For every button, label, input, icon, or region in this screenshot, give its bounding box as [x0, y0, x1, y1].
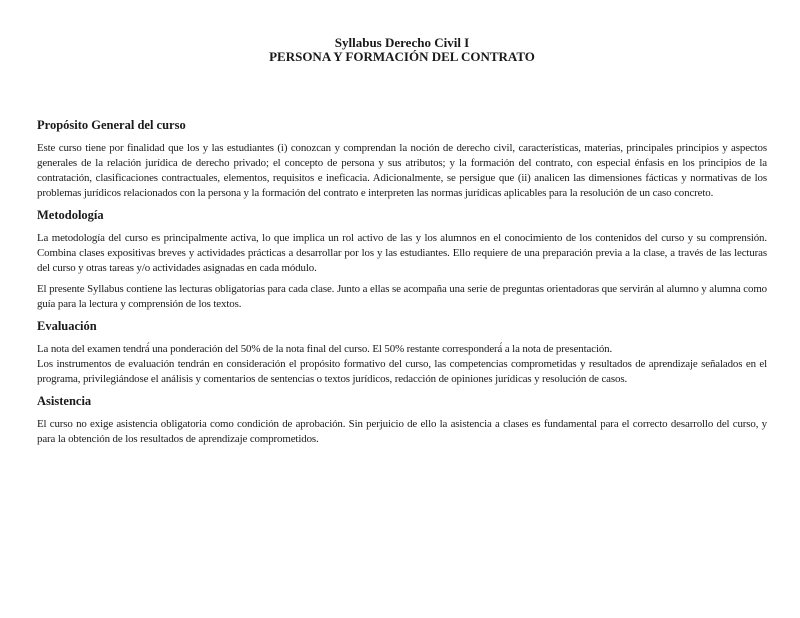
document-body [37, 118, 767, 447]
paragraph-metodologia-2: El presente Syllabus contiene las lecturas obligatorias para cada clase. Junto a ellas se acompaña una serie de preguntas orientadoras que servirán al alumno y alumna como guía para la lectura y comprensión de los textos. [37, 283, 767, 310]
paragraph-proposito: Este curso tiene por finalidad que los y las estudiantes (i) conozcan y comprendan la noción de derecho civil, características, materias, principales principios y aspectos generales de la relación jurídica de derecho privado; el concepto de persona y sus atributos; y la formación del contrato, con especial énfasis en los principios de la contratación, clasificaciones contractuales, elementos, requisitos e ineficacia. Adicionalmente, se persigue que (ii) analicen las dimensiones fácticas y normativas de los problemas jurídicos relacionados con la persona y la formación del contrato e interpreten las normas jurídicas aplicables para la resolución de un caso concreto. [37, 142, 767, 199]
document-subtitle: PERSONA Y FORMACIÓN DEL CONTRATO [269, 49, 535, 64]
paragraph-metodologia-1: La metodología del curso es principalmente activa, lo que implica un rol activo de las y los alumnos en el conocimiento de los contenidos del curso y su comprensión. Combina clases expositivas breves y actividades prácticas a desarrollar por los y las estudiantes. Ello requiere de una preparación previa a la clase, a través de las lecturas del curso y otras tareas y/o actividades asignadas en cada módulo. [37, 232, 767, 274]
paragraph-evaluacion-1: La nota del examen tendrá́ una ponderación del 50% de la nota final del curso. El 50% restante corresponderá́ a la nota de presentación. [37, 343, 613, 355]
document-title: Syllabus Derecho Civil I [334, 35, 470, 50]
document-header [37, 36, 767, 64]
paragraph-asistencia: El curso no exige asistencia obligatoria como condición de aprobación. Sin perjuicio de ello la asistencia a clases es fundamental para el correcto desarrollo del curso, y para la obtención de los resultados de aprendizaje comprometidos. [37, 418, 767, 445]
section-heading-evaluacion: Evaluación [37, 319, 97, 333]
paragraph-evaluacion-2: Los instrumentos de evaluación tendrán en consideración el propósito formativo del curso, las competencias comprometidas y resultados de aprendizaje señalados en el programa, privilegiándose el análisis y comentarios de sentencias o textos jurídicos, redacción de opiniones jurídicas y resolución de casos. [37, 358, 767, 385]
section-heading-asistencia: Asistencia [37, 394, 92, 408]
section-heading-proposito-general: Propósito General del curso [37, 118, 186, 132]
section-heading-metodologia: Metodología [37, 208, 104, 222]
